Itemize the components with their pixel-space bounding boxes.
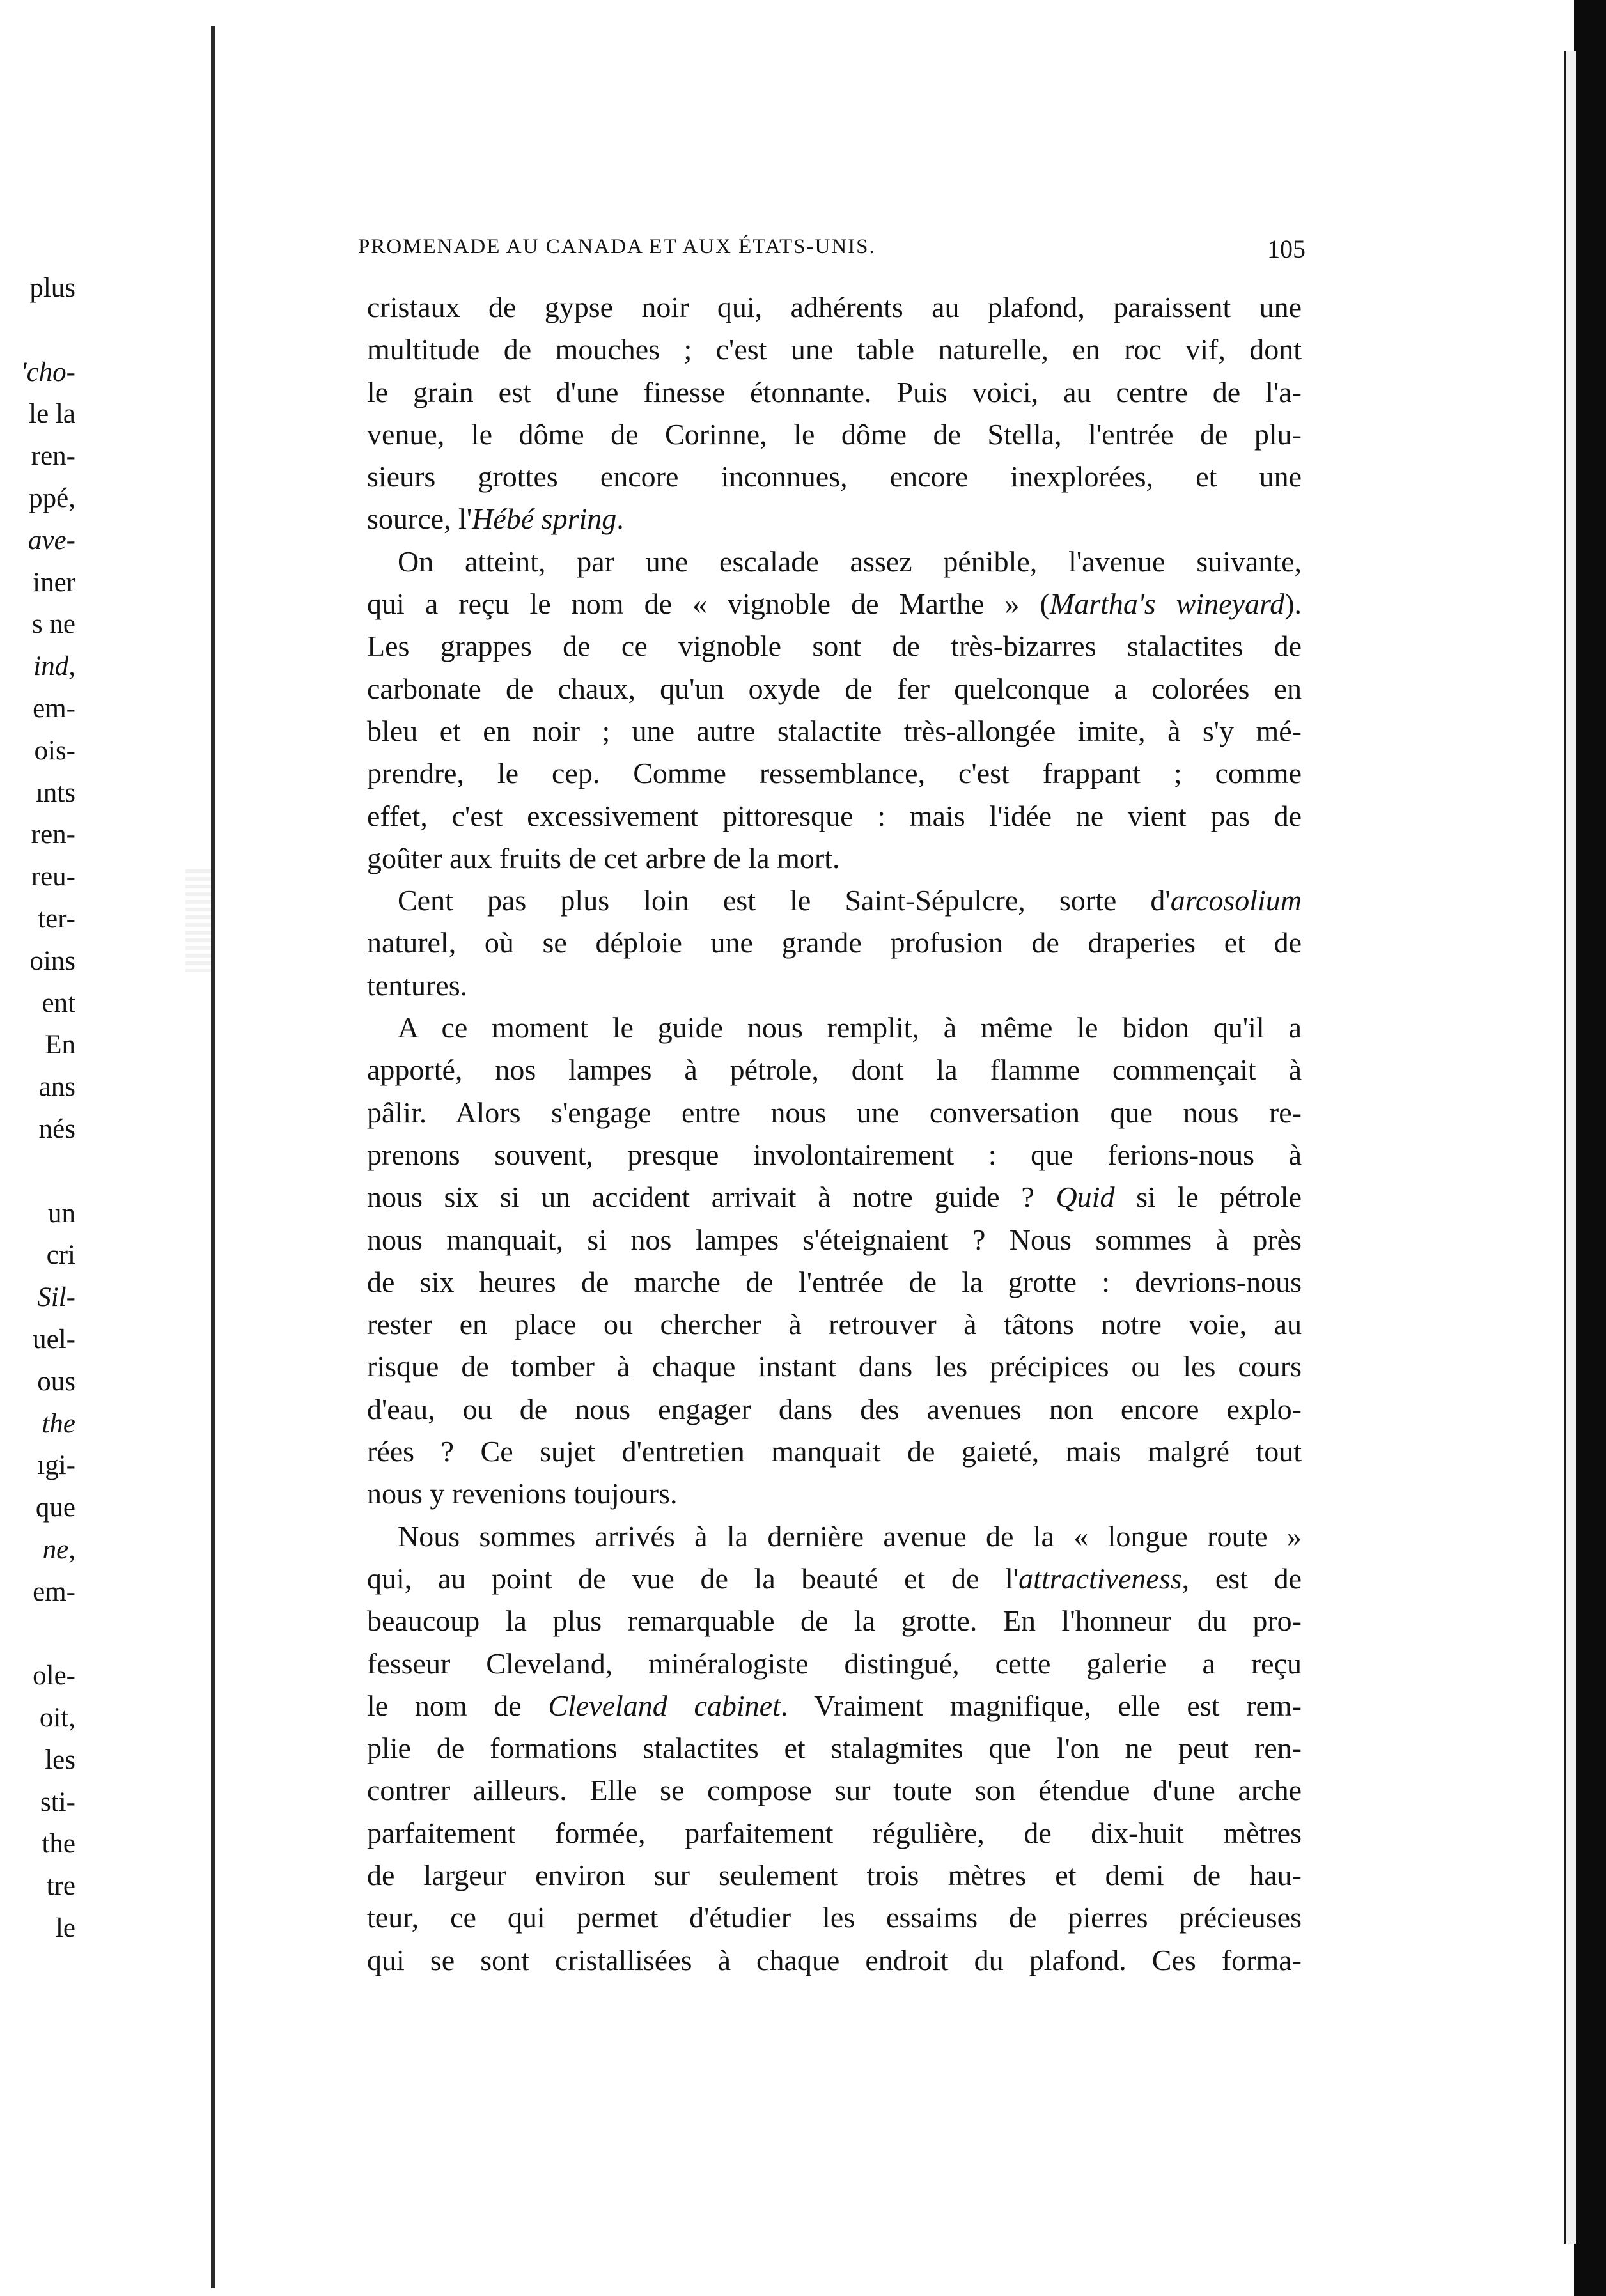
text-line: carbonate de chaux, qu'un oxyde de fer quelconque a colorées en	[367, 672, 1302, 705]
text-line: teur, ce qui permet d'étudier les essaims de pierres précieuses	[367, 1901, 1302, 1934]
text-run: . Vraiment magnifique, elle est rem-	[780, 1689, 1302, 1722]
text-line	[367, 1558, 1302, 1600]
text-line: risque de tomber à chaque instant dans les précipices ou les cours	[367, 1350, 1302, 1383]
left-page-fragment: ren-	[31, 441, 75, 472]
text-line: de six heures de marche de l'entrée de la grotte : devrions-nous	[367, 1265, 1302, 1298]
left-page-fragment: ans	[38, 1072, 75, 1103]
text-line: nous y revenions toujours.	[367, 1477, 678, 1510]
text-line: contrer ailleurs. Elle se compose sur toute son étendue d'une arche	[367, 1774, 1302, 1807]
left-page-fragment: iner	[33, 567, 75, 598]
text-line: naturel, où se déploie une grande profusion de draperies et de	[367, 926, 1302, 959]
left-page-fragment: ren-	[31, 819, 75, 850]
left-page-fragment: ave-	[28, 525, 75, 555]
left-page-fragment: Sil-	[37, 1282, 75, 1313]
text-run: qui, au point de vue de la beauté et de l'	[367, 1562, 1019, 1595]
text-line: rées ? Ce sujet d'entretien manquait de gaieté, mais malgré tout	[367, 1435, 1302, 1468]
left-page-fragment: plus	[29, 273, 75, 303]
text-line: fesseur Cleveland, minéralogiste distingué, cette galerie a reçu	[367, 1647, 1302, 1680]
text-line: Nous sommes arrivés à la dernière avenue de la « longue route »	[398, 1519, 1302, 1553]
text-line: prenons souvent, presque involontairement : que ferions-nous à	[367, 1138, 1302, 1171]
text-line: beaucoup la plus remarquable de la grotte. En l'honneur du pro-	[367, 1604, 1302, 1638]
text-line: venue, le dôme de Corinne, le dôme de Stella, l'entrée de plu-	[367, 417, 1302, 451]
left-page-fragment: ole-	[33, 1661, 75, 1691]
left-page-fragment	[0, 1151, 75, 1193]
text-line: Les grappes de ce vignoble sont de très-bizarres stalactites de	[367, 630, 1302, 663]
left-page-fragment: le la	[29, 399, 75, 430]
left-page-fragment: que	[35, 1493, 75, 1523]
italic-term: attractiveness	[1018, 1562, 1182, 1595]
text-line: de largeur environ sur seulement trois mètres et demi de hau-	[367, 1858, 1302, 1891]
left-page-text-fragments	[0, 267, 75, 1950]
text-line	[367, 1176, 1302, 1218]
text-run: nous six si un accident arrivait à notre guide ?	[367, 1181, 1056, 1214]
text-run: qui a reçu le nom de « vignoble de Marthe » (	[367, 587, 1050, 621]
text-line: le grain est d'une finesse étonnante. Puis voici, au centre de l'a-	[367, 375, 1302, 408]
text-line: effet, c'est excessivement pittoresque : mais l'idée ne vient pas de	[367, 799, 1302, 832]
text-line: A ce moment le guide nous remplit, à même le bidon qu'il a	[398, 1011, 1302, 1044]
left-page-fragment: le	[55, 1913, 75, 1944]
italic-term: Cleveland cabinet	[548, 1689, 781, 1722]
text-line: plie de formations stalactites et stalagmites que l'on ne peut ren-	[367, 1732, 1302, 1765]
page-edge	[1564, 51, 1576, 2244]
page-gutter	[211, 26, 215, 2288]
text-line: goûter aux fruits de cet arbre de la mort.	[367, 841, 840, 874]
left-page-fragment: tre	[46, 1871, 75, 1902]
left-page-fragment: ınts	[35, 777, 75, 808]
left-page-fragment: 'cho-	[20, 357, 75, 387]
left-page-fragment: s ne	[31, 609, 75, 640]
left-page-fragment: nés	[38, 1113, 75, 1144]
left-page-fragment: ous	[37, 1366, 75, 1397]
left-page-fragment: cri	[46, 1240, 75, 1271]
gutter-bleed-mark	[185, 869, 211, 972]
text-run: .	[616, 502, 624, 536]
text-run: , est de	[1181, 1562, 1302, 1595]
text-line: nous manquait, si nos lampes s'éteignaient ? Nous sommes à près	[367, 1223, 1302, 1256]
left-page-fragment: sti-	[40, 1787, 75, 1817]
text-line: tentures.	[367, 968, 468, 1002]
italic-term: Hébé spring	[472, 502, 617, 536]
left-page-fragment: ind,	[33, 651, 75, 682]
text-line: pâlir. Alors s'engage entre nous une conversation que nous re-	[367, 1096, 1302, 1129]
left-page-fragment: reu-	[31, 862, 75, 892]
left-page-fragment	[0, 309, 75, 352]
left-page-fragment: ppé,	[29, 483, 75, 513]
page-body-text	[367, 286, 1302, 1982]
text-line	[367, 498, 1302, 540]
running-head: PROMENADE AU CANADA ET AUX ÉTATS-UNIS.	[358, 235, 876, 258]
left-page-fragment: ne,	[42, 1534, 75, 1565]
text-line: bleu et en noir ; une autre stalactite très-allongée imite, à s'y mé-	[367, 714, 1302, 747]
text-line: qui se sont cristallisées à chaque endroit du plafond. Ces forma-	[367, 1943, 1302, 1976]
text-line	[367, 880, 1302, 922]
italic-term: Martha's wineyard	[1049, 587, 1285, 621]
text-run: le nom de	[367, 1689, 549, 1722]
book-spine	[1574, 0, 1606, 2296]
text-line: On atteint, par une escalade assez pénible, l'avenue suivante,	[398, 545, 1302, 578]
text-line: prendre, le cep. Comme ressemblance, c'est frappant ; comme	[367, 757, 1302, 790]
text-line: cristaux de gypse noir qui, adhérents au plafond, paraissent une	[367, 291, 1302, 323]
text-run: Cent pas plus loin est le Saint-Sépulcre, sorte d'	[398, 884, 1171, 917]
left-page-fragment: un	[48, 1198, 75, 1229]
left-page-fragment: the	[42, 1829, 75, 1859]
text-run: ).	[1284, 587, 1302, 621]
left-page-fragment: les	[45, 1744, 75, 1775]
text-line: parfaitement formée, parfaitement régulière, de dix-huit mètres	[367, 1816, 1302, 1849]
left-page-fragment: uel-	[33, 1324, 75, 1354]
left-page-fragment: the	[42, 1408, 75, 1439]
text-run: si le pétrole	[1114, 1181, 1302, 1214]
text-line	[367, 1685, 1302, 1727]
text-line: d'eau, ou de nous engager dans des avenues non encore explo-	[367, 1392, 1302, 1425]
italic-term: Quid	[1056, 1181, 1115, 1214]
left-page-fragment: En	[45, 1030, 75, 1060]
text-run: source, l'	[367, 502, 472, 536]
left-page-fragment: oins	[29, 945, 75, 976]
text-line: sieurs grottes encore inconnues, encore inexplorées, et une	[367, 460, 1302, 493]
text-line: multitude de mouches ; c'est une table naturelle, en roc vif, dont	[367, 333, 1302, 366]
left-page-fragment: ıgi-	[37, 1450, 75, 1481]
left-page-fragment: ent	[42, 988, 75, 1018]
left-page-fragment: em-	[33, 1576, 75, 1607]
left-page-fragment: em-	[33, 693, 75, 724]
left-page-fragment	[0, 1613, 75, 1656]
left-page-fragment: oit,	[39, 1703, 75, 1734]
text-line	[367, 583, 1302, 625]
page-number: 105	[1267, 235, 1306, 263]
text-line: rester en place ou chercher à retrouver à tâtons notre voie, au	[367, 1308, 1302, 1341]
text-line: apporté, nos lampes à pétrole, dont la flamme commençait à	[367, 1053, 1302, 1087]
left-page-fragment: ter-	[38, 903, 75, 934]
italic-term: arcosolium	[1170, 884, 1302, 917]
left-page-fragment: ois-	[34, 735, 75, 766]
